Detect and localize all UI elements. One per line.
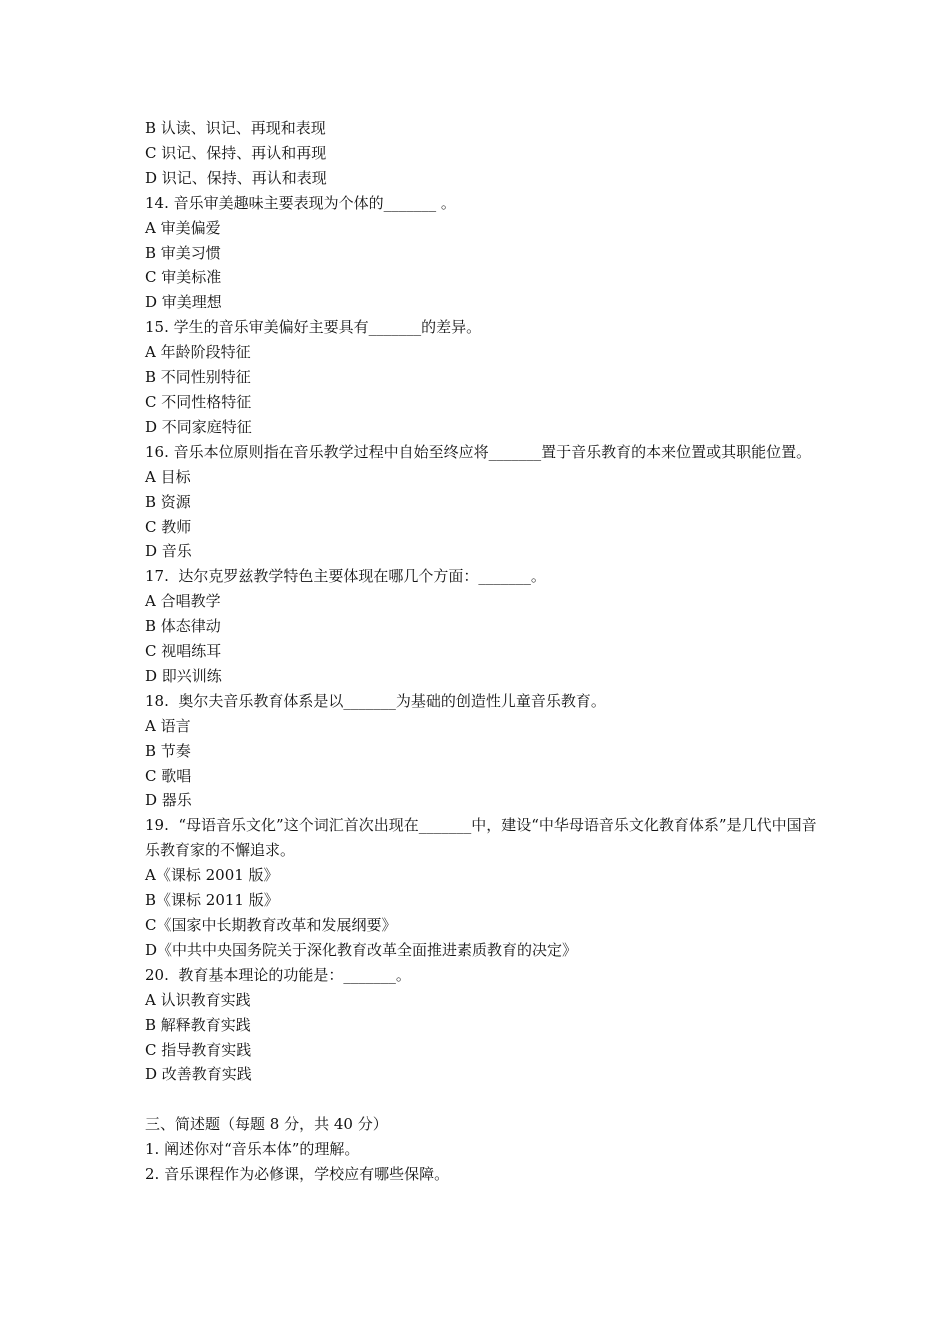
q13-option-b: B 认读、识记、再现和表现	[145, 119, 326, 137]
q16-option-b: B 资源	[145, 492, 191, 511]
q18-stem: 18. 奥尔夫音乐教育体系是以_______为基础的创造性儿童音乐教育。	[145, 691, 606, 710]
q18-option-d: D 器乐	[145, 791, 192, 810]
q20-option-c: C 指导教育实践	[145, 1040, 252, 1059]
section-spacer	[145, 1087, 825, 1112]
q15-option-a: A 年龄阶段特征	[145, 343, 251, 362]
exam-page	[145, 116, 825, 1187]
q17-option-a: A 合唱教学	[145, 592, 221, 611]
q16-option-d: D 音乐	[145, 542, 192, 561]
q13-option-d: D 识记、保持、再认和表现	[145, 168, 327, 187]
q20-option-b: B 解释教育实践	[145, 1015, 251, 1034]
q17-stem: 17. 达尔克罗兹教学特色主要体现在哪几个方面：_______。	[145, 567, 546, 586]
q20-option-d: D 改善教育实践	[145, 1065, 252, 1084]
q15-option-b: B 不同性别特征	[145, 368, 251, 387]
q17-option-d: D 即兴训练	[145, 666, 222, 685]
q14-option-c: C 审美标准	[145, 268, 222, 287]
q18-option-c: C 歌唱	[145, 766, 192, 785]
q13-option-c: C 识记、保持、再认和再现	[145, 143, 327, 162]
q15-option-c: C 不同性格特征	[145, 392, 252, 411]
q15-stem: 15. 学生的音乐审美偏好主要具有_______的差异。	[145, 318, 482, 337]
q20-stem: 20. 教育基本理论的功能是：_______。	[145, 965, 411, 984]
q17-option-c: C 视唱练耳	[145, 642, 222, 661]
q19-option-d: D《中共中央国务院关于深化教育改革全面推进素质教育的决定》	[145, 940, 578, 959]
q20-option-a: A 认识教育实践	[145, 990, 251, 1009]
q19-option-a: A《课标 2001 版》	[145, 866, 279, 885]
q16-stem: 16. 音乐本位原则指在音乐教学过程中自始至终应将_______置于音乐教育的本来位置或其职能位置。	[145, 442, 812, 461]
section3-item-2: 2. 音乐课程作为必修课，学校应有哪些保障。	[145, 1165, 450, 1184]
q17-option-b: B 体态律动	[145, 617, 221, 636]
q19-stem: 19. “母语音乐文化”这个词汇首次出现在_______中，建设“中华母语音乐文化教育体系”是几代中国音乐教育家的不懈追求。	[145, 816, 817, 860]
q18-option-a: A 语言	[145, 716, 191, 735]
q19-option-b: B《课标 2011 版》	[145, 891, 279, 910]
section3-item-1: 1. 阐述你对“音乐本体”的理解。	[145, 1140, 360, 1159]
q15-option-d: D 不同家庭特征	[145, 417, 252, 436]
q14-option-b: B 审美习惯	[145, 243, 221, 262]
q16-option-a: A 目标	[145, 467, 191, 486]
q18-option-b: B 节奏	[145, 741, 191, 760]
q19-option-c: C《国家中长期教育改革和发展纲要》	[145, 916, 397, 934]
q14-stem: 14. 音乐审美趣味主要表现为个体的_______ 。	[145, 193, 456, 212]
section3-title: 三、简述题（每题 8 分，共 40 分）	[145, 1115, 388, 1134]
q14-option-a: A 审美偏爱	[145, 218, 221, 237]
q16-option-c: C 教师	[145, 517, 192, 536]
q14-option-d: D 审美理想	[145, 293, 222, 312]
